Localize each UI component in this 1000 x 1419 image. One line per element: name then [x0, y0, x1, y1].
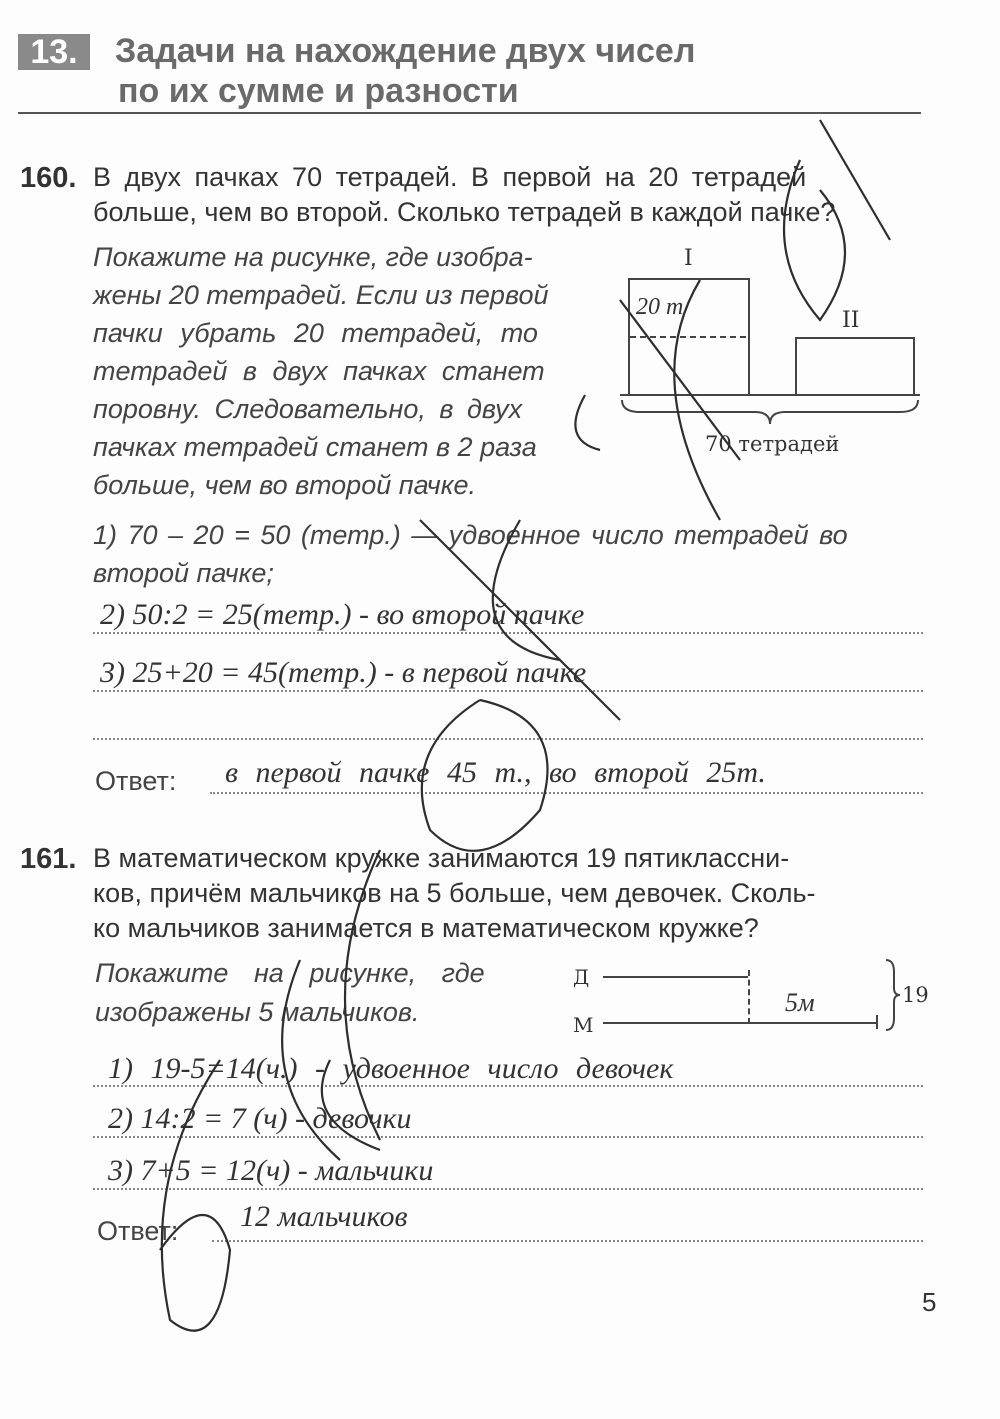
- diagram-handwritten-label: 20 т: [636, 294, 684, 320]
- writing-line: [93, 632, 923, 634]
- diagram-label-boys: М: [573, 1013, 594, 1037]
- pack-first-divider: [630, 336, 746, 338]
- task-161-text-2: ков, причём мальчиков на 5 больше, чем девочек. Сколь-: [93, 878, 816, 908]
- handwritten-step: 2) 14:2 = 7 (ч) - девочки: [108, 1102, 412, 1135]
- task-161-text-1: В математическом кружке занимаются 19 пятиклассни-: [93, 843, 790, 873]
- section-number: 13.: [18, 34, 90, 70]
- answer-label: Ответ:: [97, 1216, 179, 1246]
- task-160-text-1: В двух пачках 70 тетрадей. В первой на 20 тетрадей: [93, 162, 807, 192]
- hint-line: Покажите на рисунке, где изобра-: [93, 242, 533, 272]
- writing-line: [93, 738, 923, 740]
- writing-line: [93, 690, 923, 692]
- handwritten-step: 3) 7+5 = 12(ч) - мальчики: [108, 1154, 434, 1187]
- task-161-number: 161.: [20, 843, 77, 875]
- writing-line: [93, 1188, 923, 1190]
- step-1-line2: второй пачке;: [93, 558, 274, 588]
- handwritten-step: 3) 25+20 = 45(тетр.) - в первой пачке: [100, 656, 587, 689]
- hint-line: пачки убрать 20 тетрадей, то: [93, 318, 538, 348]
- answer-handwritten: 12 мальчиков: [240, 1200, 408, 1233]
- writing-line: [212, 1240, 923, 1242]
- pack-second-bar: [795, 337, 915, 396]
- task-160-text-2: больше, чем во второй. Сколько тетрадей в каждой пачке?: [93, 197, 836, 227]
- handwritten-step: 1) 19-5=14(ч.) - удвоенное число девочек: [108, 1052, 674, 1085]
- hint-line: жены 20 тетрадей. Если из первой: [93, 280, 549, 310]
- girls-segment: [603, 976, 748, 978]
- page-number: 5: [922, 1287, 937, 1317]
- hint-line: изображены 5 мальчиков.: [95, 997, 420, 1027]
- diagram-handwritten-label: 5м: [785, 988, 815, 1017]
- answer-handwritten: в первой пачке 45 т., во второй 25т.: [225, 756, 766, 789]
- boys-segment: [603, 1022, 878, 1024]
- step-1-line1: 1) 70 – 20 = 50 (тетр.) — удвоенное число тетрадей во: [93, 520, 848, 550]
- handwritten-step: 2) 50:2 = 25(тетр.) - во второй пачке: [100, 598, 585, 631]
- girls-end-marker: [748, 970, 750, 1024]
- section-title-line2: по их сумме и разности: [118, 72, 519, 110]
- task-160-number: 160.: [20, 162, 77, 194]
- diagram-label-first: I: [684, 246, 693, 271]
- header-rule: [18, 112, 921, 114]
- brace-icon: [620, 398, 920, 428]
- task-161-text-3: ко мальчиков занимается в математическом кружке?: [93, 913, 759, 943]
- writing-line: [210, 792, 923, 794]
- brace-icon: [884, 958, 904, 1032]
- section-title-line1: Задачи на нахождение двух чисел: [115, 32, 696, 70]
- boys-end-marker: [876, 1015, 878, 1029]
- diagram-total-label: 70 тетрадей: [705, 432, 840, 456]
- hint-line: тетрадей в двух пачках станет: [93, 356, 545, 386]
- hint-line: больше, чем во второй пачке.: [93, 470, 477, 500]
- writing-line: [93, 1136, 923, 1138]
- diagram-total-label: 19: [902, 983, 929, 1007]
- diagram-label-girls: Д: [573, 965, 590, 989]
- answer-label: Ответ:: [95, 766, 177, 796]
- hint-line: Покажите на рисунке, где: [95, 958, 485, 988]
- diagram-baseline: [620, 394, 920, 396]
- hint-line: поровну. Следовательно, в двух: [93, 394, 523, 424]
- diagram-label-second: II: [842, 308, 860, 333]
- hint-line: пачках тетрадей станет в 2 раза: [93, 432, 537, 462]
